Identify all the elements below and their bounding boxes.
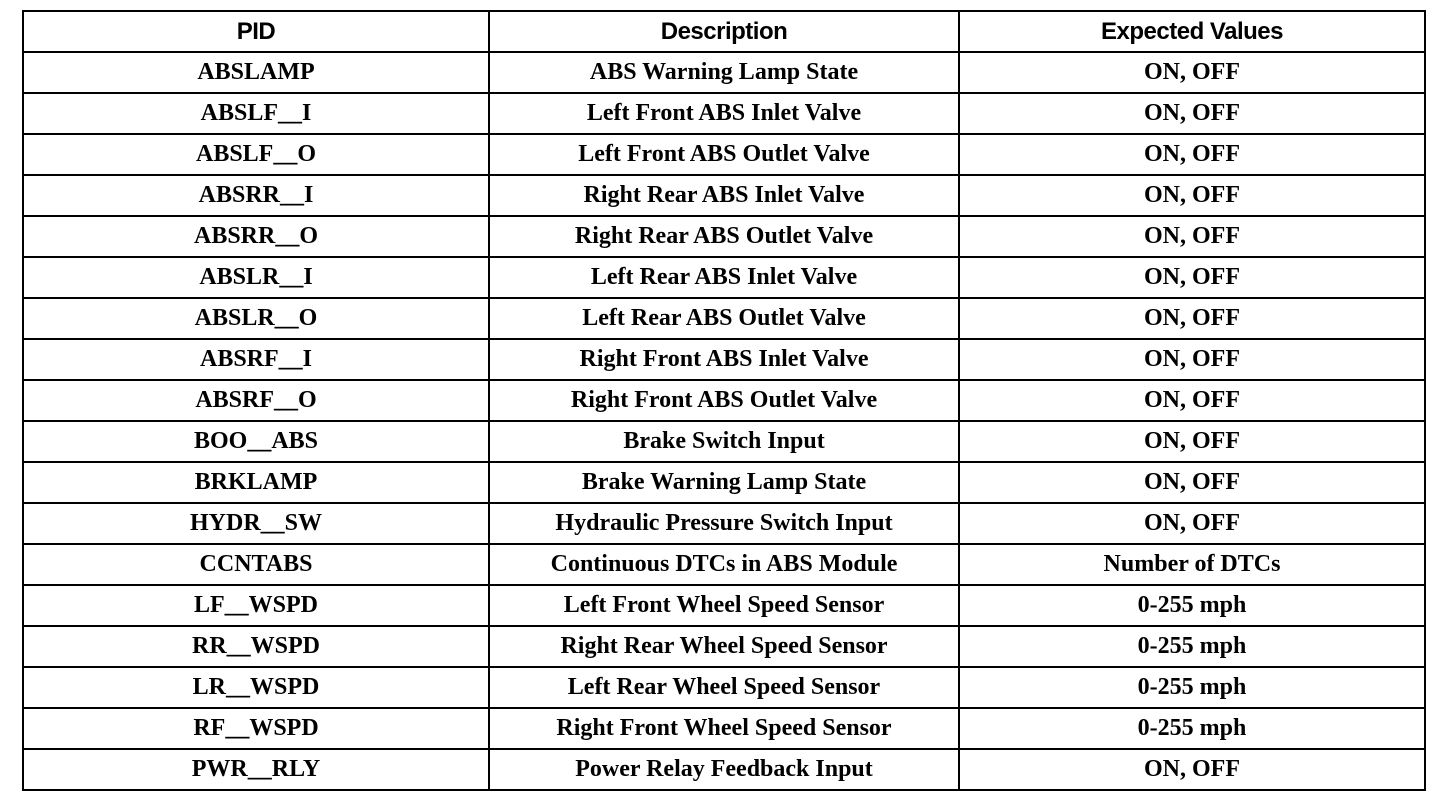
cell-description: Brake Warning Lamp State [489,462,959,503]
cell-expected-values: ON, OFF [959,93,1425,134]
cell-expected-values: 0-255 mph [959,667,1425,708]
cell-pid: ABSLAMP [23,52,489,93]
table-body [23,52,1425,790]
cell-pid: RF__WSPD [23,708,489,749]
cell-description: Hydraulic Pressure Switch Input [489,503,959,544]
cell-expected-values: ON, OFF [959,462,1425,503]
table-row [23,380,1425,421]
cell-expected-values: ON, OFF [959,749,1425,790]
header-row [23,11,1425,52]
cell-expected-values: 0-255 mph [959,585,1425,626]
cell-expected-values: 0-255 mph [959,708,1425,749]
cell-pid: ABSLR__I [23,257,489,298]
table-row [23,216,1425,257]
cell-expected-values: ON, OFF [959,216,1425,257]
cell-expected-values: Number of DTCs [959,544,1425,585]
cell-description: Left Rear ABS Inlet Valve [489,257,959,298]
cell-description: Continuous DTCs in ABS Module [489,544,959,585]
cell-pid: ABSRR__I [23,175,489,216]
pid-table [22,10,1426,791]
cell-pid: BOO__ABS [23,421,489,462]
table-row [23,462,1425,503]
header-pid: PID [23,11,489,52]
cell-description: Right Front Wheel Speed Sensor [489,708,959,749]
table-row [23,544,1425,585]
table-row [23,749,1425,790]
cell-description: Left Rear ABS Outlet Valve [489,298,959,339]
cell-pid: PWR__RLY [23,749,489,790]
cell-description: Left Front ABS Inlet Valve [489,93,959,134]
cell-expected-values: ON, OFF [959,175,1425,216]
cell-expected-values: ON, OFF [959,52,1425,93]
cell-expected-values: ON, OFF [959,257,1425,298]
cell-description: Power Relay Feedback Input [489,749,959,790]
table-row [23,503,1425,544]
cell-pid: ABSRF__I [23,339,489,380]
cell-pid: HYDR__SW [23,503,489,544]
cell-pid: ABSLR__O [23,298,489,339]
table-row [23,708,1425,749]
cell-description: Right Front ABS Outlet Valve [489,380,959,421]
cell-pid: ABSRF__O [23,380,489,421]
table-row [23,626,1425,667]
pid-table-container [22,10,1424,791]
table-row [23,93,1425,134]
cell-pid: ABSLF__O [23,134,489,175]
cell-pid: ABSRR__O [23,216,489,257]
table-row [23,339,1425,380]
table-row [23,52,1425,93]
cell-description: Right Rear ABS Inlet Valve [489,175,959,216]
cell-description: ABS Warning Lamp State [489,52,959,93]
cell-pid: ABSLF__I [23,93,489,134]
cell-expected-values: ON, OFF [959,134,1425,175]
cell-expected-values: ON, OFF [959,421,1425,462]
cell-expected-values: 0-255 mph [959,626,1425,667]
cell-description: Right Rear ABS Outlet Valve [489,216,959,257]
cell-expected-values: ON, OFF [959,380,1425,421]
cell-description: Brake Switch Input [489,421,959,462]
header-description: Description [489,11,959,52]
cell-description: Left Rear Wheel Speed Sensor [489,667,959,708]
cell-description: Left Front ABS Outlet Valve [489,134,959,175]
table-row [23,298,1425,339]
cell-pid: LR__WSPD [23,667,489,708]
table-row [23,585,1425,626]
table-row [23,257,1425,298]
cell-description: Right Rear Wheel Speed Sensor [489,626,959,667]
cell-pid: LF__WSPD [23,585,489,626]
cell-description: Right Front ABS Inlet Valve [489,339,959,380]
table-row [23,175,1425,216]
table-row [23,421,1425,462]
cell-pid: CCNTABS [23,544,489,585]
cell-pid: BRKLAMP [23,462,489,503]
cell-expected-values: ON, OFF [959,339,1425,380]
cell-expected-values: ON, OFF [959,298,1425,339]
cell-description: Left Front Wheel Speed Sensor [489,585,959,626]
table-row [23,667,1425,708]
cell-expected-values: ON, OFF [959,503,1425,544]
cell-pid: RR__WSPD [23,626,489,667]
header-expected-values: Expected Values [959,11,1425,52]
table-row [23,134,1425,175]
